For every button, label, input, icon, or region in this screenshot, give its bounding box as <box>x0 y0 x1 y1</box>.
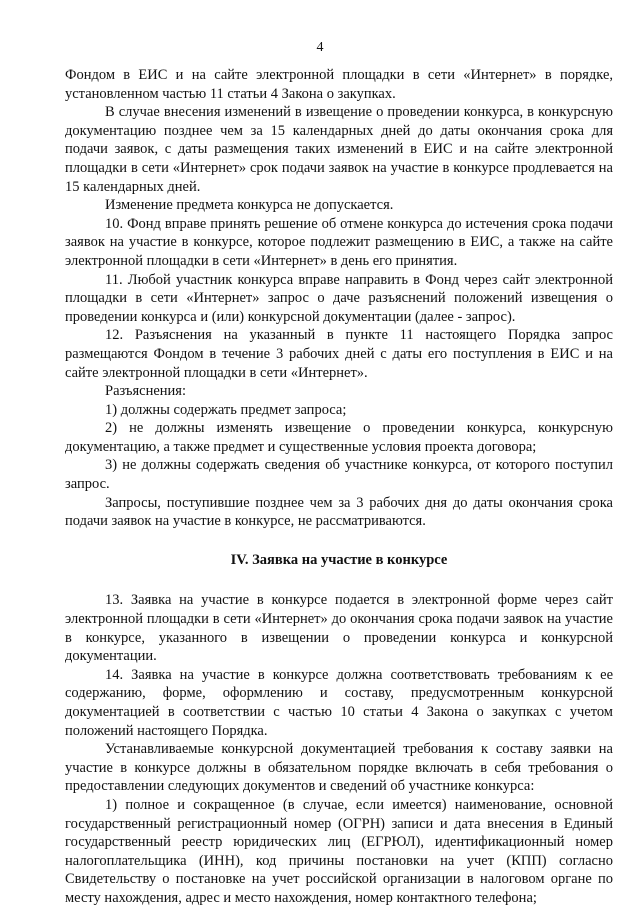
paragraph: 10. Фонд вправе принять решение об отмене конкурса до истечения срока подачи заявок на участие в конкурсе, которое подлежит размещению в ЕИС, а также на сайте электронной площадки в сети «Интернет» в день его принятия. <box>65 215 613 269</box>
document-body <box>65 66 613 908</box>
paragraph: В случае внесения изменений в извещение о проведении конкурса, в конкурсную документацию позднее чем за 15 календарных дней до даты окончания срока для подачи заявок, с даты размещения таких изменений в ЕИС и на сайте электронной площадки в сети «Интернет» срок подачи заявок на участие в конкурсе продлевается на 15 календарных дней. <box>65 104 613 195</box>
list-item: 1) полное и сокращенное (в случае, если имеется) наименование, основной государственный регистрационный номер (ОГРН) записи и дата внесения в Единый государственный реестр юридических лиц (ЕГРЮЛ), идентификационный номер налогоплательщика (ИНН), код причины постановки на учет (КПП) согласно Свидетельству о постановке на учет российской организации в налоговом органе по месту нахождения, адрес и место нахождения, номер контактного телефона; <box>65 796 613 906</box>
paragraph: 12. Разъяснения на указанный в пункте 11 настоящего Порядка запрос размещаются Фондом в течение 3 рабочих дней с даты его поступления в ЕИС и на сайте электронной площадки в сети «Интернет». <box>65 327 613 381</box>
list-item: 3) не должны содержать сведения об участнике конкурса, от которого поступил запрос. <box>65 457 613 493</box>
paragraph: Фондом в ЕИС и на сайте электронной площадки в сети «Интернет» в порядке, установленном частью 11 статьи 4 Закона о закупках. <box>65 67 613 102</box>
paragraph: Разъяснения: <box>105 383 186 400</box>
paragraph: 11. Любой участник конкурса вправе направить в Фонд через сайт электронной площадки в сети «Интернет» запрос о даче разъяснений положений извещения о проведении конкурса и (или) конкурсной документации (далее - запрос). <box>65 271 613 325</box>
paragraph: Изменение предмета конкурса не допускается. <box>105 197 394 214</box>
paragraph: Устанавливаемые конкурсной документацией требования к составу заявки на участие в конкурсе должны в обязательном порядке включать в себя требования о предоставлении следующих документов и сведений об участнике конкурса: <box>65 741 613 795</box>
list-item: 1) должны содержать предмет запроса; <box>105 401 347 418</box>
section-heading: IV. Заявка на участие в конкурсе <box>230 551 448 568</box>
list-item: 2) не должны изменять извещение о проведении конкурса, конкурсную документацию, а также предмет и существенные условия проекта договора; <box>65 420 613 455</box>
paragraph: 13. Заявка на участие в конкурсе подается в электронной форме через сайт электронной площадки в сети «Интернет» до окончания срока подачи заявок на участие в конкурсе, указанного в извещении о проведении конкурса и конкурсной документации. <box>65 592 613 665</box>
paragraph: Запросы, поступившие позднее чем за 3 рабочих дня до даты окончания срока подачи заявок на участие в конкурсе, не рассматриваются. <box>65 494 613 530</box>
paragraph: 14. Заявка на участие в конкурсе должна соответствовать требованиям к ее содержанию, форме, оформлению и составу, предусмотренным конкурсной документацией в соответствии с частью 10 статьи 4 Закона о закупках с учетом положений настоящего Порядка. <box>65 666 613 739</box>
page-number: 4 <box>316 40 324 55</box>
